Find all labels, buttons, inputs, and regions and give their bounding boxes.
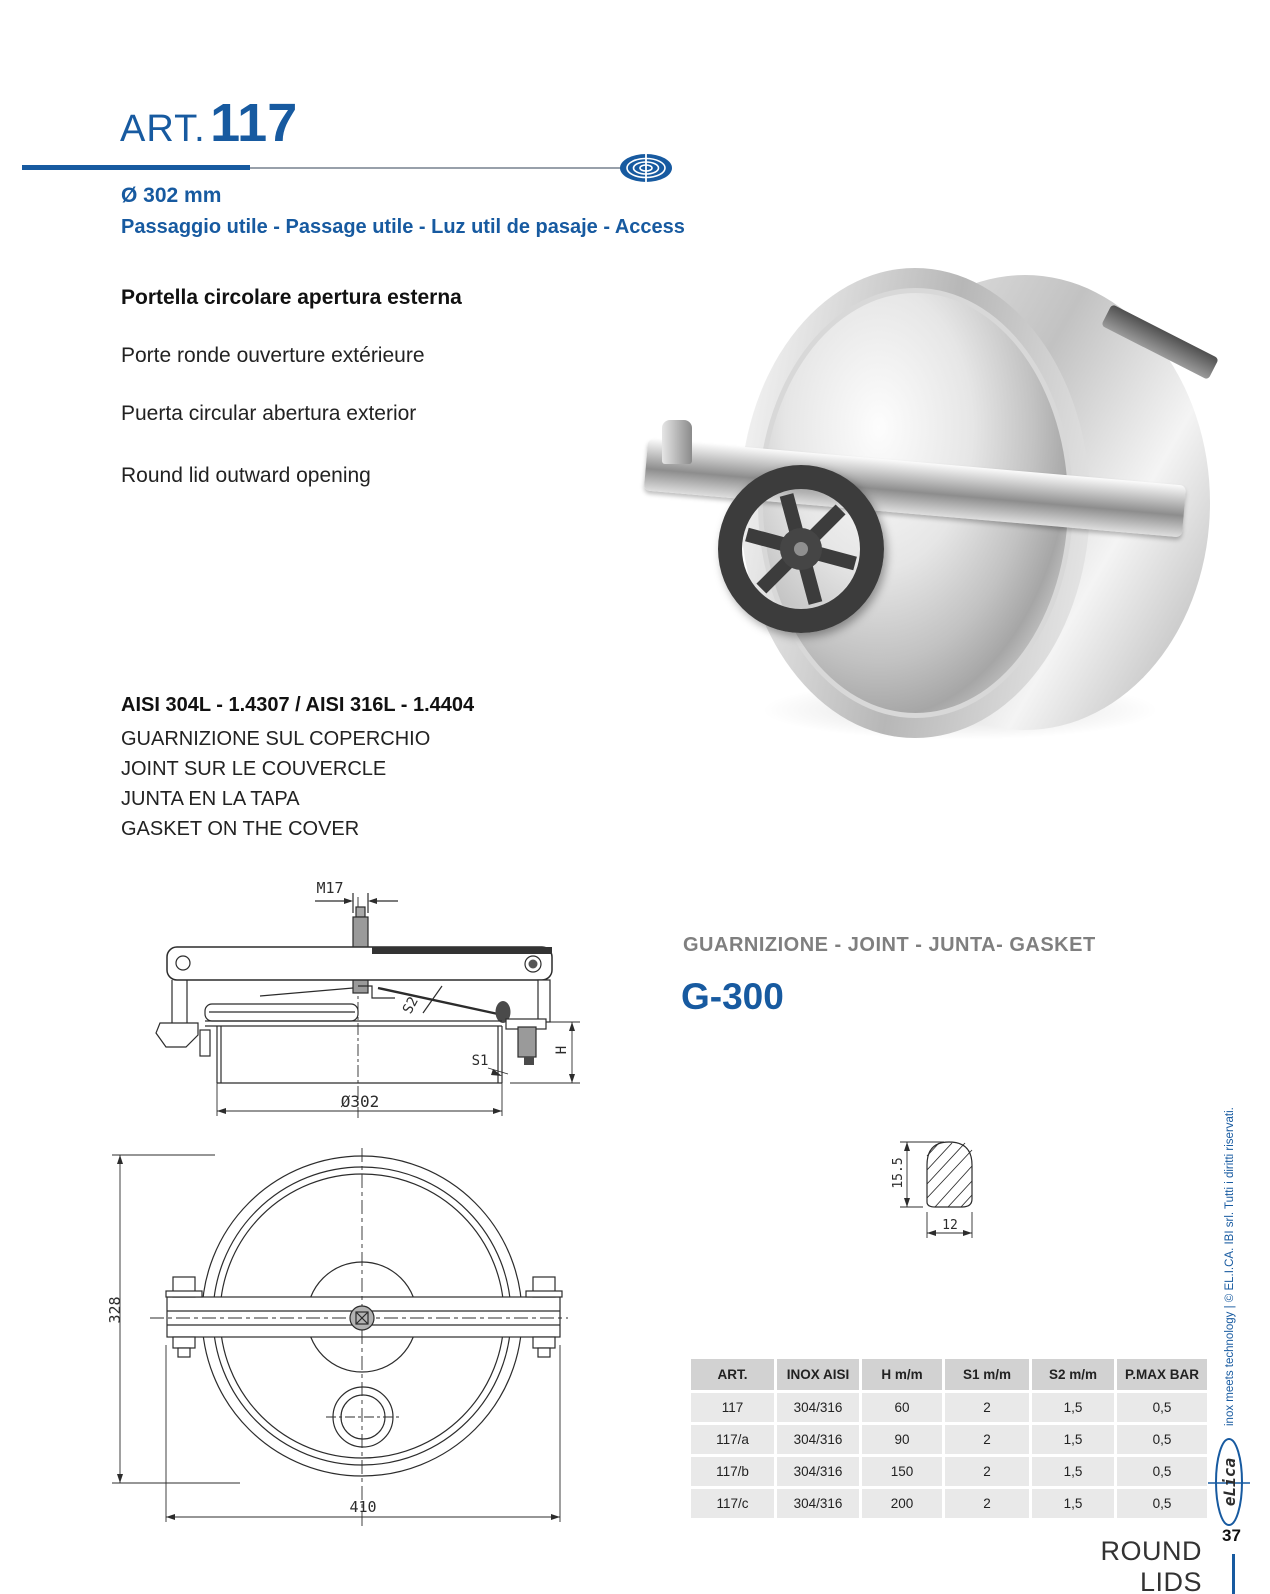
gasket-section-drawing	[850, 1090, 1100, 1260]
header-rule	[250, 167, 622, 169]
material-line: JOINT SUR LE COUVERCLE	[121, 758, 387, 780]
col-header-pmax: P.MAX BAR	[1117, 1359, 1207, 1390]
footer-section-label: ROUND LIDS	[1100, 1536, 1202, 1594]
gasket-code: G-300	[681, 976, 784, 1017]
dim-label-h: H	[554, 1045, 570, 1055]
table-row	[691, 1489, 1207, 1518]
cell-h: 150	[862, 1457, 942, 1486]
dim-label-s1: S1	[471, 1053, 489, 1069]
cross-section-drawing	[110, 855, 670, 1120]
cell-h: 60	[862, 1393, 942, 1422]
cell-s1: 2	[945, 1425, 1029, 1454]
description-italian: Portella circolare apertura esterna	[121, 286, 462, 309]
cell-pmax: 0,5	[1117, 1393, 1207, 1422]
col-header-inox: INOX AISI	[777, 1359, 859, 1390]
cell-pmax: 0,5	[1117, 1489, 1207, 1518]
front-view-drawing	[100, 1130, 660, 1570]
description-english: Round lid outward opening	[121, 464, 371, 487]
cell-pmax: 0,5	[1117, 1425, 1207, 1454]
description-spanish: Puerta circular abertura exterior	[121, 402, 417, 425]
cell-h: 90	[862, 1425, 942, 1454]
photo-handwheel	[718, 465, 884, 633]
art-number: 117	[210, 93, 298, 153]
cell-s1: 2	[945, 1393, 1029, 1422]
cell-inox: 304/316	[777, 1425, 859, 1454]
material-aisi: AISI 304L - 1.4307 / AISI 316L - 1.4404	[121, 694, 475, 716]
dim-label-m17: M17	[316, 879, 344, 897]
cell-art: 117/b	[691, 1457, 774, 1486]
art-label: ART.	[120, 108, 206, 150]
handwheel-hub	[780, 528, 822, 570]
cell-inox: 304/316	[777, 1489, 859, 1518]
page-number-rule	[1232, 1554, 1235, 1594]
dim-label-410: 410	[349, 1498, 377, 1516]
product-photo	[630, 250, 1220, 760]
table-row	[691, 1425, 1207, 1454]
dim-label-328: 328	[106, 1296, 124, 1324]
brand-logo-text: eLica	[1220, 1457, 1239, 1507]
handwheel-hub-hole	[794, 542, 808, 556]
cell-s1: 2	[945, 1457, 1029, 1486]
cell-s2: 1,5	[1032, 1457, 1114, 1486]
cell-pmax: 0,5	[1117, 1457, 1207, 1486]
material-line: GASKET ON THE COVER	[121, 818, 360, 840]
spec-table	[688, 1356, 1210, 1521]
material-line: JUNTA EN LA TAPA	[121, 788, 300, 810]
gasket-dim-width: 12	[942, 1218, 958, 1233]
brand-logo	[1208, 1436, 1252, 1528]
diameter-line: Ø 302 mm	[121, 184, 222, 207]
page-number: 37	[1222, 1526, 1241, 1545]
description-french: Porte ronde ouverture extérieure	[121, 344, 425, 367]
col-header-art: ART.	[691, 1359, 774, 1390]
copyright-side-note: inox meets technology | © EL.I.CA. IBI srl. Tutti i diritti riservati.	[1224, 1107, 1236, 1426]
table-row	[691, 1457, 1207, 1486]
cell-inox: 304/316	[777, 1393, 859, 1422]
header-rule-accent	[22, 165, 250, 170]
page-title	[120, 92, 297, 154]
cell-art: 117	[691, 1393, 774, 1422]
col-header-s2: S2 m/m	[1032, 1359, 1114, 1390]
globe-icon	[618, 152, 674, 184]
photo-hinge-knob	[662, 420, 692, 464]
col-header-s1: S1 m/m	[945, 1359, 1029, 1390]
gasket-title: GUARNIZIONE - JOINT - JUNTA- GASKET	[683, 934, 1096, 956]
access-line: Passaggio utile - Passage utile - Luz util de pasaje - Access	[121, 216, 685, 238]
dim-label-s2: S2	[399, 994, 422, 1017]
table-header-row	[691, 1359, 1207, 1390]
cell-h: 200	[862, 1489, 942, 1518]
cell-s2: 1,5	[1032, 1393, 1114, 1422]
cell-inox: 304/316	[777, 1457, 859, 1486]
material-line: GUARNIZIONE SUL COPERCHIO	[121, 728, 431, 750]
cell-art: 117/c	[691, 1489, 774, 1518]
cell-s2: 1,5	[1032, 1425, 1114, 1454]
col-header-h: H m/m	[862, 1359, 942, 1390]
table-row	[691, 1393, 1207, 1422]
gasket-dim-height: 15.5	[891, 1157, 906, 1189]
cell-s2: 1,5	[1032, 1489, 1114, 1518]
cell-s1: 2	[945, 1489, 1029, 1518]
cell-art: 117/a	[691, 1425, 774, 1454]
dim-label-diameter: Ø302	[340, 1092, 380, 1111]
